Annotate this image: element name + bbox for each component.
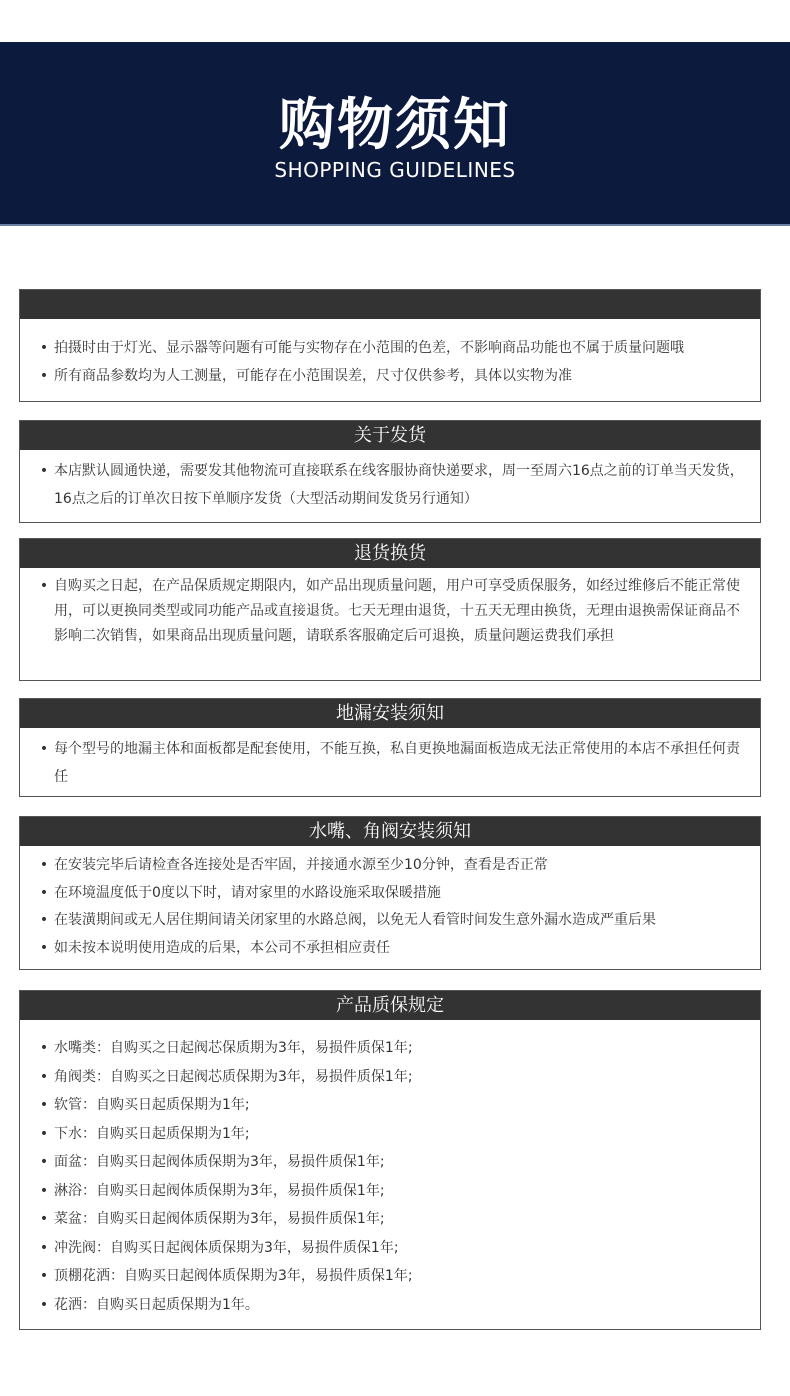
page-title: 购物须知	[279, 93, 511, 158]
list-item: • 本店默认圆通快递，需要发其他物流可直接联系在线客服协商快递要求，周一至周六16点之前的订单当天发货，16点之后的订单次日按下单顺序发货（大型活动期间发货另行通知）	[34, 458, 746, 513]
bullet-icon: •	[39, 1097, 49, 1113]
bullet-icon: •	[39, 1068, 49, 1085]
bullet-icon: •	[39, 1040, 49, 1056]
list-item: • 花洒：自购买日起质保期为1年。	[34, 1291, 746, 1320]
list-item: • 拍摄时由于灯光、显示器等问题有可能与实物存在小范围的色差，不影响商品功能也不属于质量问题哦	[34, 335, 746, 363]
section-floor-drain	[19, 698, 761, 797]
list-item: • 菜盆：自购买日起阀体质保期为3年，易损件质保1年;	[34, 1205, 746, 1234]
bullet-icon: •	[39, 1239, 49, 1256]
bullet-icon: •	[39, 1154, 49, 1170]
bullet-icon: •	[39, 463, 49, 479]
bullet-icon: •	[39, 939, 49, 956]
bullet-icon: •	[39, 340, 49, 356]
section-title: 产品质保规定	[20, 991, 760, 1020]
list-item: • 角阀类：自购买之日起阀芯质保期为3年，易损件质保1年;	[34, 1063, 746, 1092]
bullet-icon: •	[39, 1182, 49, 1199]
bullet-icon: •	[39, 741, 49, 757]
bullet-icon: •	[39, 578, 49, 594]
bullet-icon: •	[39, 857, 49, 873]
list-item: • 在装潢期间或无人居住期间请关闭家里的水路总阀，以免无人看管时间发生意外漏水造成严重后果	[34, 907, 746, 935]
bullet-icon: •	[39, 1211, 49, 1227]
list-item: • 冲洗阀：自购买日起阀体质保期为3年，易损件质保1年;	[34, 1234, 746, 1263]
bullet-icon: •	[39, 367, 49, 384]
list-item: • 在环境温度低于0度以下时，请对家里的水路设施采取保暖措施	[34, 880, 746, 908]
page-subtitle: SHOPPING GUIDELINES	[274, 158, 516, 182]
list-item: • 自购买之日起，在产品保质规定期限内，如产品出现质量问题，用户可享受质保服务，如经过维修后不能正常使用，可以更换同类型或同功能产品或直接退货。七天无理由退货，十五天无理由换货，无理由退换需保证商品不影响二次销售，如果商品出现质量问题，请联系客服确定后可退换，质量问题运费我们承担	[34, 574, 746, 649]
bullet-icon: •	[39, 1296, 49, 1313]
section-shipping	[19, 420, 761, 523]
list-item: • 软管：自购买日起质保期为1年;	[34, 1091, 746, 1120]
bullet-icon: •	[39, 1125, 49, 1142]
bullet-icon: •	[39, 1268, 49, 1284]
section-returns	[19, 538, 761, 681]
list-item: • 在安装完毕后请检查各连接处是否牢固，并接通水源至少10分钟，查看是否正常	[34, 852, 746, 880]
list-item: • 下水：自购买日起质保期为1年;	[34, 1120, 746, 1149]
list-item: • 所有商品参数均为人工测量，可能存在小范围误差，尺寸仅供参考，具体以实物为准	[34, 363, 746, 391]
section-title: 关于发货	[20, 421, 760, 450]
list-item: • 水嘴类：自购买之日起阀芯保质期为3年，易损件质保1年;	[34, 1034, 746, 1063]
list-item: • 淋浴：自购买日起阀体质保期为3年，易损件质保1年;	[34, 1177, 746, 1206]
section-title: 水嘴、角阀安装须知	[20, 817, 760, 846]
section-title: 地漏安装须知	[20, 699, 760, 728]
section-title	[20, 290, 760, 319]
bullet-icon: •	[39, 884, 49, 901]
list-item: • 面盆：自购买日起阀体质保期为3年，易损件质保1年;	[34, 1148, 746, 1177]
list-item: • 如未按本说明使用造成的后果，本公司不承担相应责任	[34, 935, 746, 963]
section-title: 退货换货	[20, 539, 760, 568]
section-faucet-install	[19, 816, 761, 970]
section-notes	[19, 289, 761, 402]
list-item: • 每个型号的地漏主体和面板都是配套使用，不能互换，私自更换地漏面板造成无法正常使用的本店不承担任何责任	[34, 736, 746, 791]
bullet-icon: •	[39, 912, 49, 928]
list-item: • 顶棚花洒：自购买日起阀体质保期为3年，易损件质保1年;	[34, 1262, 746, 1291]
section-warranty	[19, 990, 761, 1330]
header-banner	[0, 42, 790, 226]
